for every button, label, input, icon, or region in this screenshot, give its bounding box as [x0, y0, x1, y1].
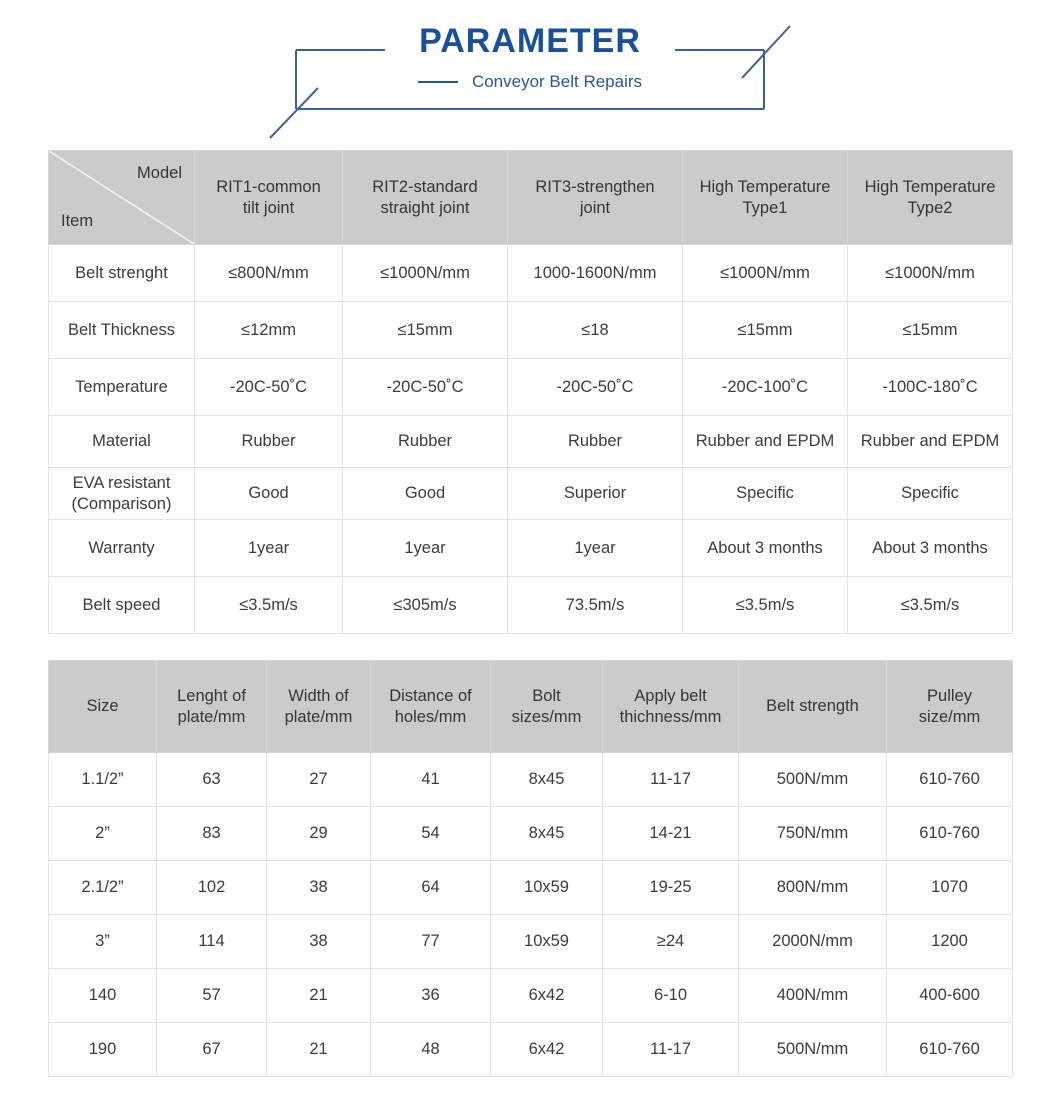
- table-cell: 54: [371, 807, 491, 861]
- row-label: Material: [49, 416, 195, 468]
- table-cell: Specific: [683, 468, 848, 520]
- table-cell: -20C-100˚C: [683, 359, 848, 416]
- table-cell: 6x42: [491, 1023, 603, 1077]
- table-cell: 10x59: [491, 861, 603, 915]
- header-line: High Temperature: [864, 177, 996, 196]
- table-row: [49, 416, 1013, 468]
- header-line: size/mm: [918, 707, 981, 726]
- row-label: Warranty: [49, 520, 195, 577]
- table-header-row: [49, 151, 1013, 245]
- table-cell: About 3 months: [848, 520, 1013, 577]
- table-header-row: [49, 661, 1013, 753]
- table-cell: 6-10: [603, 969, 739, 1023]
- table-cell: 2000N/mm: [739, 915, 887, 969]
- table-cell: 73.5m/s: [508, 577, 683, 634]
- table-cell: ≤15mm: [848, 302, 1013, 359]
- table-cell: 21: [267, 1023, 371, 1077]
- banner-frame-decoration: [0, 0, 1060, 150]
- header-line: Lenght of: [177, 686, 246, 705]
- table-cell: ≤18: [508, 302, 683, 359]
- table-cell: ≤3.5m/s: [683, 577, 848, 634]
- column-header-apply-belt-thickness: [603, 661, 739, 753]
- table-cell: Rubber: [343, 416, 508, 468]
- table-row: [49, 753, 1013, 807]
- table-cell: 2”: [49, 807, 157, 861]
- header-line: Type2: [907, 198, 953, 217]
- table-cell: 77: [371, 915, 491, 969]
- header-line: Bolt: [532, 686, 561, 705]
- table-cell: 140: [49, 969, 157, 1023]
- table-row: [49, 915, 1013, 969]
- table-cell: 750N/mm: [739, 807, 887, 861]
- table-row: [49, 1023, 1013, 1077]
- table-cell: 48: [371, 1023, 491, 1077]
- header-line: tilt joint: [242, 198, 295, 217]
- row-label: Belt Thickness: [49, 302, 195, 359]
- table-cell: ≤1000N/mm: [683, 245, 848, 302]
- header-line: thichness/mm: [619, 707, 722, 726]
- table-cell: 1.1/2”: [49, 753, 157, 807]
- table-cell: 11-17: [603, 753, 739, 807]
- column-header-rit3: [508, 151, 683, 245]
- row-label: [49, 468, 195, 520]
- table-row: [49, 861, 1013, 915]
- table-row: [49, 577, 1013, 634]
- column-header-bolt-sizes: [491, 661, 603, 753]
- table-row: [49, 969, 1013, 1023]
- plate-dimensions-table: [48, 660, 1013, 1077]
- table-cell: Specific: [848, 468, 1013, 520]
- row-label-line: EVA resistant: [72, 473, 171, 492]
- row-label: Belt strenght: [49, 245, 195, 302]
- column-header-belt-strength: [739, 661, 887, 753]
- header-corner-cell: [49, 151, 195, 245]
- column-header-width-of-plate: [267, 661, 371, 753]
- column-header-high-temp-type2: [848, 151, 1013, 245]
- table-row: [49, 807, 1013, 861]
- table-cell: ≥24: [603, 915, 739, 969]
- table-cell: 610-760: [887, 807, 1013, 861]
- header-line: High Temperature: [699, 177, 831, 196]
- table-cell: ≤305m/s: [343, 577, 508, 634]
- header-line: Apply belt: [634, 686, 707, 705]
- table-cell: 500N/mm: [739, 1023, 887, 1077]
- column-header-length-of-plate: [157, 661, 267, 753]
- table-cell: 14-21: [603, 807, 739, 861]
- table-cell: 36: [371, 969, 491, 1023]
- table-cell: 1070: [887, 861, 1013, 915]
- page-banner: [0, 0, 1060, 150]
- header-line: Distance of: [389, 686, 472, 705]
- table-cell: -20C-50˚C: [508, 359, 683, 416]
- table-cell: ≤800N/mm: [195, 245, 343, 302]
- table-cell: 190: [49, 1023, 157, 1077]
- table-spacer: [0, 634, 1060, 660]
- corner-column-label: Model: [137, 164, 182, 182]
- header-line: RIT1-common: [216, 177, 321, 196]
- table-cell: 64: [371, 861, 491, 915]
- table-cell: 3”: [49, 915, 157, 969]
- table-cell: 29: [267, 807, 371, 861]
- table-row: [49, 520, 1013, 577]
- table-cell: 400N/mm: [739, 969, 887, 1023]
- header-line: RIT2-standard: [372, 177, 478, 196]
- header-line: Size: [86, 697, 119, 715]
- table-cell: 67: [157, 1023, 267, 1077]
- column-header-distance-of-holes: [371, 661, 491, 753]
- header-line: plate/mm: [177, 707, 246, 726]
- table-row: [49, 359, 1013, 416]
- dimensions-table-section: [0, 660, 1060, 1077]
- table-cell: 57: [157, 969, 267, 1023]
- table-cell: 114: [157, 915, 267, 969]
- header-line: Belt strength: [766, 697, 859, 715]
- table-cell: 1year: [195, 520, 343, 577]
- table-cell: 610-760: [887, 753, 1013, 807]
- row-label-line: (Comparison): [71, 494, 172, 513]
- table-cell: 27: [267, 753, 371, 807]
- table-cell: About 3 months: [683, 520, 848, 577]
- page-subtitle: Conveyor Belt Repairs: [471, 72, 643, 91]
- header-line: straight joint: [380, 198, 470, 217]
- table-cell: Rubber and EPDM: [848, 416, 1013, 468]
- table-cell: 6x42: [491, 969, 603, 1023]
- header-line: Pulley: [927, 686, 972, 705]
- header-line: joint: [579, 198, 611, 217]
- corner-row-label: Item: [61, 212, 94, 230]
- table-cell: Good: [343, 468, 508, 520]
- table-cell: Superior: [508, 468, 683, 520]
- table-cell: 10x59: [491, 915, 603, 969]
- specification-table-section: [0, 150, 1060, 634]
- table-row: [49, 245, 1013, 302]
- column-header-size: [49, 661, 157, 753]
- table-cell: ≤3.5m/s: [848, 577, 1013, 634]
- table-cell: Rubber: [508, 416, 683, 468]
- table-cell: 610-760: [887, 1023, 1013, 1077]
- table-row: [49, 468, 1013, 520]
- header-line: RIT3-strengthen: [535, 177, 655, 196]
- column-header-rit1: [195, 151, 343, 245]
- column-header-rit2: [343, 151, 508, 245]
- model-comparison-table: [48, 150, 1013, 634]
- table-cell: ≤15mm: [683, 302, 848, 359]
- table-body: [49, 753, 1013, 1077]
- table-cell: 11-17: [603, 1023, 739, 1077]
- table-row: [49, 302, 1013, 359]
- table-cell: 41: [371, 753, 491, 807]
- table-cell: Good: [195, 468, 343, 520]
- row-label: Temperature: [49, 359, 195, 416]
- table-cell: 19-25: [603, 861, 739, 915]
- table-cell: ≤3.5m/s: [195, 577, 343, 634]
- table-cell: ≤15mm: [343, 302, 508, 359]
- table-cell: 1000-1600N/mm: [508, 245, 683, 302]
- table-cell: 400-600: [887, 969, 1013, 1023]
- table-cell: -100C-180˚C: [848, 359, 1013, 416]
- table-cell: 1year: [343, 520, 508, 577]
- table-cell: -20C-50˚C: [343, 359, 508, 416]
- table-body: [49, 245, 1013, 634]
- table-cell: 8x45: [491, 807, 603, 861]
- table-cell: 1200: [887, 915, 1013, 969]
- header-line: Width of: [288, 686, 349, 705]
- table-cell: 21: [267, 969, 371, 1023]
- table-cell: Rubber: [195, 416, 343, 468]
- table-cell: 38: [267, 861, 371, 915]
- table-cell: -20C-50˚C: [195, 359, 343, 416]
- header-line: sizes/mm: [511, 707, 582, 726]
- column-header-high-temp-type1: [683, 151, 848, 245]
- table-cell: 8x45: [491, 753, 603, 807]
- page-title: PARAMETER: [419, 22, 641, 60]
- header-line: holes/mm: [394, 707, 467, 726]
- table-cell: ≤12mm: [195, 302, 343, 359]
- table-cell: 63: [157, 753, 267, 807]
- table-cell: 500N/mm: [739, 753, 887, 807]
- header-line: Type1: [742, 198, 788, 217]
- table-cell: 102: [157, 861, 267, 915]
- table-cell: 800N/mm: [739, 861, 887, 915]
- table-cell: 2.1/2”: [49, 861, 157, 915]
- column-header-pulley-size: [887, 661, 1013, 753]
- table-cell: ≤1000N/mm: [848, 245, 1013, 302]
- table-cell: Rubber and EPDM: [683, 416, 848, 468]
- table-cell: 1year: [508, 520, 683, 577]
- table-cell: ≤1000N/mm: [343, 245, 508, 302]
- header-line: plate/mm: [284, 707, 353, 726]
- table-cell: 38: [267, 915, 371, 969]
- row-label: Belt speed: [49, 577, 195, 634]
- table-cell: 83: [157, 807, 267, 861]
